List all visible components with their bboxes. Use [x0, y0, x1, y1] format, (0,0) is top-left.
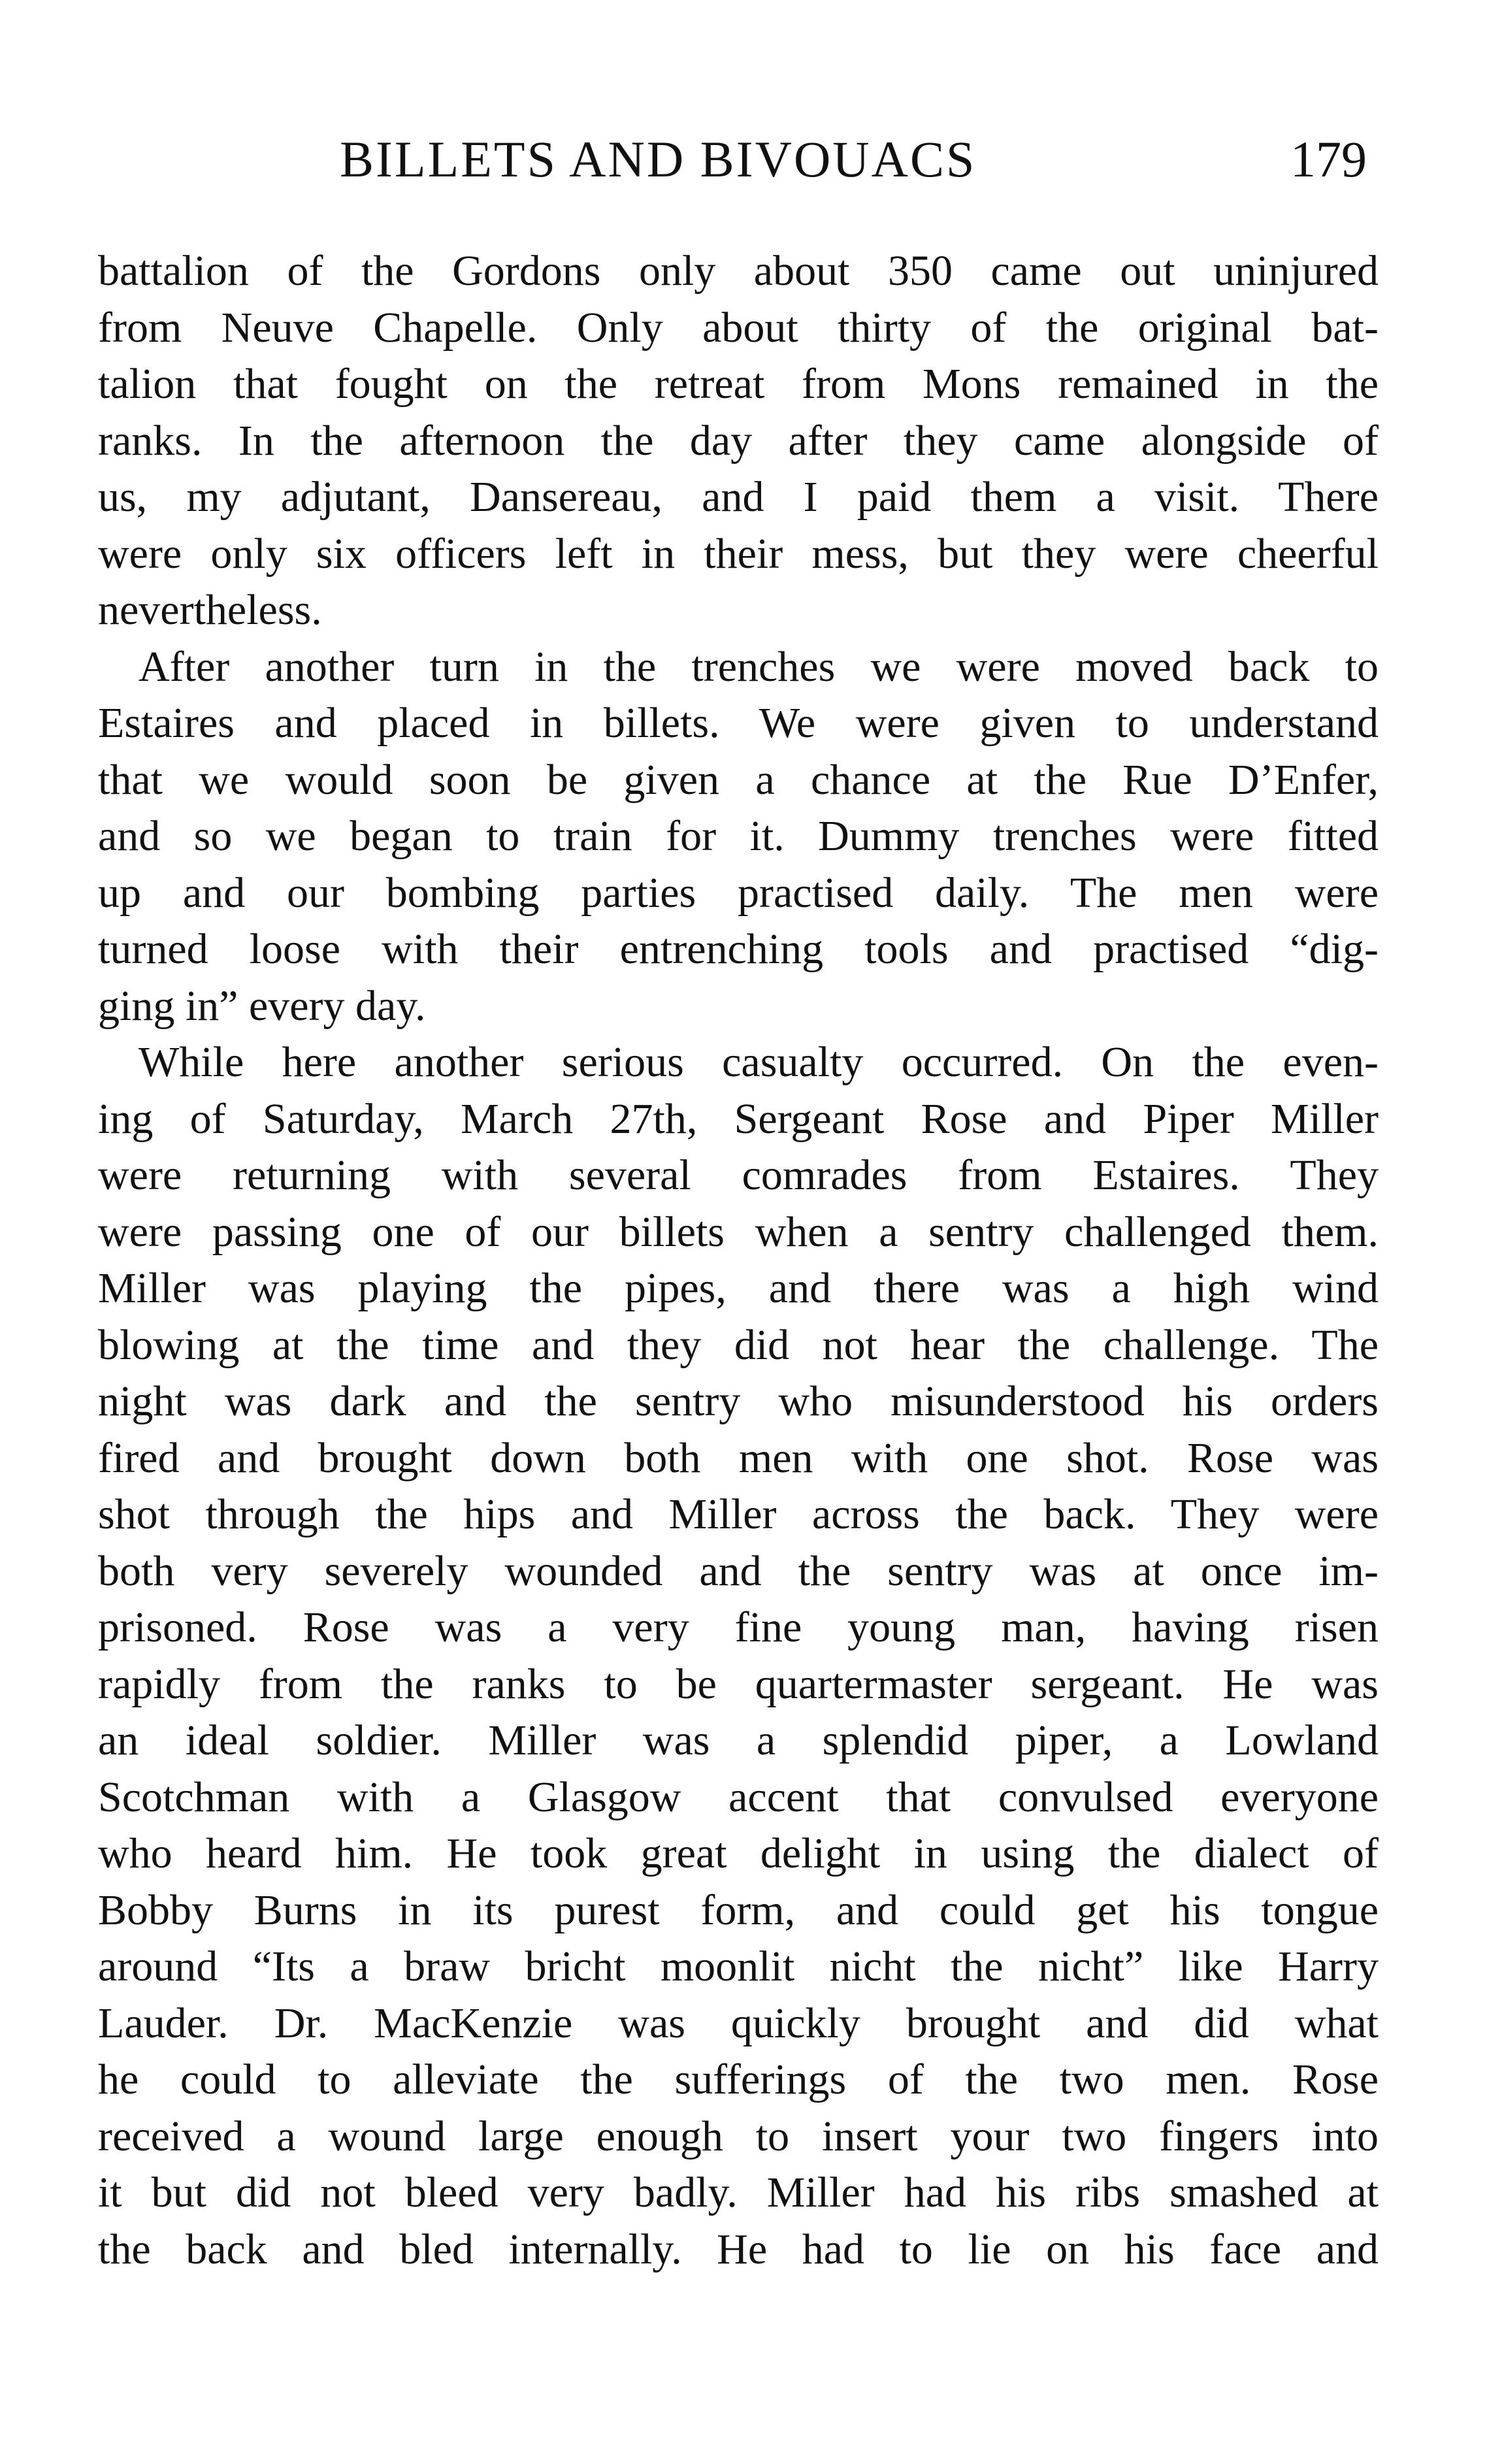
page-number: 179: [1290, 131, 1367, 188]
text-line: received a wound large enough to insert your two fingers into: [98, 2112, 1379, 2160]
text-line: fired and brought down both men with one shot. Rose was: [98, 1434, 1379, 1482]
text-line: around “Its a braw bricht moonlit nicht the nicht” like Harry: [98, 1943, 1379, 1990]
text-line: from Neuve Chapelle. Only about thirty of the original bat-: [98, 303, 1379, 352]
text-line: Estaires and placed in billets. We were given to understand: [98, 699, 1379, 747]
text-line: the back and bled internally. He had to lie on his face and: [98, 2225, 1379, 2273]
text-line: who heard him. He took great delight in using the dialect of: [98, 1830, 1379, 1877]
running-title: BILLETS AND BIVOUACS: [340, 131, 977, 188]
text-line: shot through the hips and Miller across the back. They were: [98, 1490, 1379, 1538]
text-line: Miller was playing the pipes, and there was a high wind: [98, 1264, 1379, 1312]
text-line: were only six officers left in their mess, but they were cheerful: [98, 529, 1379, 578]
paragraph: [98, 639, 1379, 1035]
paragraph: [98, 243, 1379, 639]
text-line: both very severely wounded and the sentry was at once im-: [98, 1547, 1379, 1595]
text-line: ranks. In the afternoon the day after they came alongside of: [98, 416, 1379, 465]
text-line: night was dark and the sentry who misunderstood his orders: [98, 1377, 1379, 1425]
text-line: were passing one of our billets when a sentry challenged them.: [98, 1207, 1379, 1256]
text-line: blowing at the time and they did not hear the challenge. The: [98, 1321, 1379, 1369]
text-line: While here another serious casualty occurred. On the even-: [139, 1038, 1379, 1086]
text-line: ging in” every day.: [98, 981, 426, 1030]
text-line: battalion of the Gordons only about 350 came out uninjured: [98, 247, 1379, 295]
text-line: it but did not bleed very badly. Miller had his ribs smashed at: [98, 2169, 1379, 2216]
text-line: rapidly from the ranks to be quartermaster sergeant. He was: [98, 1660, 1379, 1708]
text-line: that we would soon be given a chance at the Rue D’Enfer,: [98, 755, 1379, 804]
text-line: Bobby Burns in its purest form, and could get his tongue: [98, 1886, 1379, 1934]
text-line: turned loose with their entrenching tools and practised “dig-: [98, 925, 1379, 973]
text-line: up and our bombing parties practised daily. The men were: [98, 868, 1379, 917]
text-line: Lauder. Dr. MacKenzie was quickly brought and did what: [98, 1999, 1379, 2047]
paragraph: [98, 1034, 1379, 2278]
text-line: ing of Saturday, March 27th, Sergeant Rose and Piper Miller: [98, 1094, 1379, 1143]
text-line: talion that fought on the retreat from Mons remained in the: [98, 360, 1379, 408]
text-line: nevertheless.: [98, 586, 322, 634]
text-line: After another turn in the trenches we were moved back to: [139, 642, 1379, 691]
text-line: and so we began to train for it. Dummy trenches were fitted: [98, 812, 1379, 860]
text-line: an ideal soldier. Miller was a splendid piper, a Lowland: [98, 1717, 1379, 1764]
text-line: Scotchman with a Glasgow accent that convulsed everyone: [98, 1773, 1379, 1821]
text-line: prisoned. Rose was a very fine young man, having risen: [98, 1603, 1379, 1651]
text-line: were returning with several comrades from Estaires. They: [98, 1151, 1379, 1199]
text-line: he could to alleviate the sufferings of the two men. Rose: [98, 2056, 1379, 2103]
text-line: us, my adjutant, Dansereau, and I paid them a visit. There: [98, 473, 1379, 521]
body-text: [98, 243, 1379, 2278]
